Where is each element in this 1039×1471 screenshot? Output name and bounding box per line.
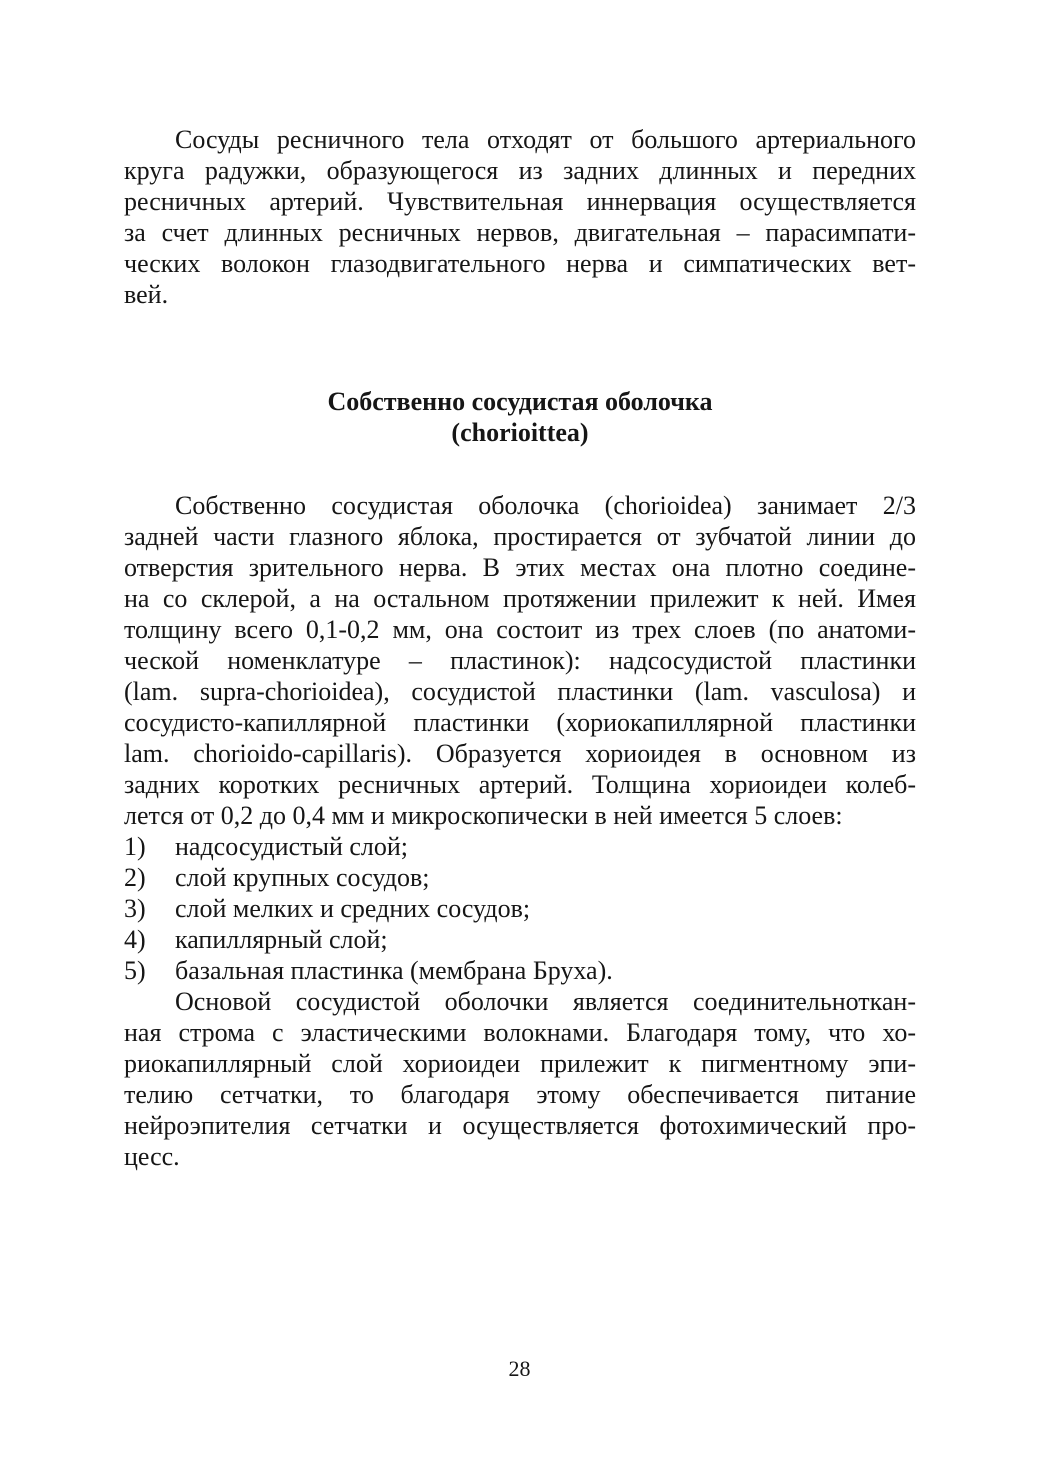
text-line: на со склерой, а на остальном протяжении прилежит к ней. Имея	[124, 584, 916, 613]
list-number: 5)	[124, 956, 146, 985]
list-item	[124, 955, 916, 986]
text-line: ная строма с эластическими волокнами. Благодаря тому, что хо-	[124, 1018, 916, 1047]
list-item	[124, 893, 916, 924]
list-text: слой крупных сосудов;	[175, 863, 430, 892]
section-heading	[124, 386, 916, 448]
list-number: 3)	[124, 894, 146, 923]
list-text: базальная пластинка (мембрана Бруха).	[175, 956, 613, 985]
list-item	[124, 862, 916, 893]
list-number: 1)	[124, 832, 146, 861]
text-line: сосудисто-капиллярной пластинки (хориокапиллярной пластинки	[124, 708, 916, 737]
list-number: 2)	[124, 863, 146, 892]
text-line: ческих волокон глазодвигательного нерва и симпатических вет-	[124, 249, 916, 278]
text-line: отверстия зрительного нерва. В этих местах она плотно соедине-	[124, 553, 916, 582]
list-text: надсосудистый слой;	[175, 832, 409, 861]
paragraph-choroid	[124, 490, 916, 831]
text-line: круга радужки, образующегося из задних длинных и передних	[124, 156, 916, 185]
text-line: задних коротких ресничных артерий. Толщина хориоидеи колеб-	[124, 770, 916, 799]
text-line: lam. chorioido-capillaris). Образуется хориоидея в основном из	[124, 739, 916, 768]
text-line: нейроэпителия сетчатки и осуществляется фотохимический про-	[124, 1111, 916, 1140]
text-line: вей.	[124, 280, 169, 309]
text-line: ресничных артерий. Чувствительная иннервация осуществляется	[124, 187, 916, 216]
text-line: лется от 0,2 до 0,4 мм и микроскопически в ней имеется 5 слоев:	[124, 801, 843, 830]
text-line: цесс.	[124, 1142, 180, 1171]
text-line: (lam. supra-chorioidea), сосудистой пластинки (lam. vasculosa) и	[124, 677, 916, 706]
text-line: телию сетчатки, то благодаря этому обеспечивается питание	[124, 1080, 916, 1109]
paragraph-ciliary-vessels	[124, 124, 916, 310]
text-line: за счет длинных ресничных нервов, двигательная – парасимпати-	[124, 218, 916, 247]
page-body	[124, 124, 916, 1172]
page-number: 28	[508, 1356, 531, 1381]
text-line: ческой номенклатуре – пластинок): надсосудистой пластинки	[124, 646, 916, 675]
text-line: Сосуды ресничного тела отходят от большого артериального	[175, 125, 916, 154]
list-item	[124, 924, 916, 955]
text-line: Собственно сосудистая оболочка (chorioidea) занимает 2/3	[175, 491, 916, 520]
list-text: капиллярный слой;	[175, 925, 388, 954]
list-item	[124, 831, 916, 862]
paragraph-stroma	[124, 986, 916, 1172]
list-text: слой мелких и средних сосудов;	[175, 894, 531, 923]
text-line: Основой сосудистой оболочки является соединительноткан-	[175, 987, 916, 1016]
layers-list	[124, 831, 916, 986]
text-line: толщину всего 0,1-0,2 мм, она состоит из трех слоев (по анатоми-	[124, 615, 916, 644]
section-subtitle: (chorioittea)	[451, 418, 589, 447]
text-line: риокапиллярный слой хориоидеи прилежит к пигментному эпи-	[124, 1049, 916, 1078]
text-line: задней части глазного яблока, простирается от зубчатой линии до	[124, 522, 916, 551]
section-title: Собственно сосудистая оболочка	[327, 387, 713, 416]
list-number: 4)	[124, 925, 146, 954]
